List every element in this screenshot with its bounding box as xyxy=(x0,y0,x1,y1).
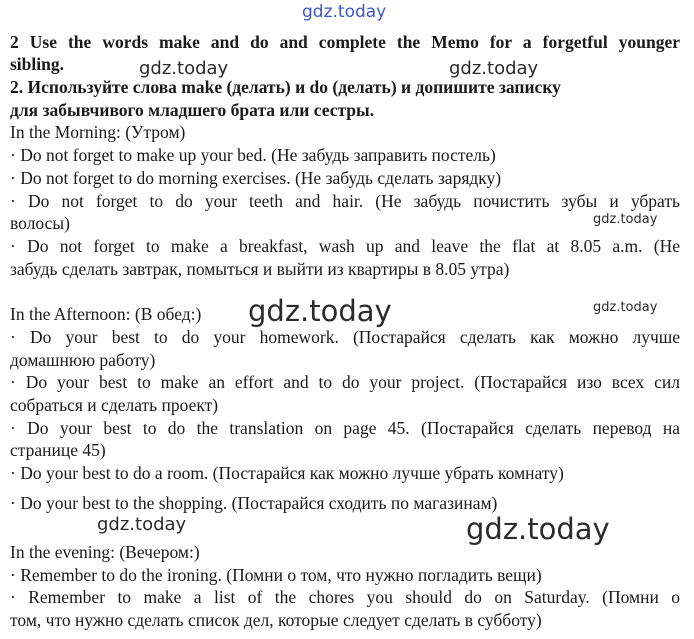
afternoon-item-cont: собраться и сделать проект) xyxy=(10,395,219,415)
afternoon-title: In the Afternoon: (В обед:) xyxy=(10,304,202,324)
morning-item: · Do not forget to do your teeth and hair. (Не забудь почистить зубы и убрать xyxy=(10,191,680,211)
afternoon-item-cont: домашнюю работу) xyxy=(10,350,156,370)
watermark: gdz.today xyxy=(248,294,392,328)
afternoon-item: · Do your best to do the translation on page 45. (Постарайся сделать перевод на xyxy=(10,418,680,438)
watermark: gdz.today xyxy=(466,512,610,546)
afternoon-item: · Do your best to make an effort and to do your project. (Постарайся изо всех сил xyxy=(10,372,680,392)
afternoon-item: · Do your best to do a room. (Постарайся как можно лучше убрать комнату) xyxy=(10,463,564,483)
heading-ru-line-1: 2. Используйте слова make (делать) и do (делать) и допишите записку xyxy=(10,77,561,97)
evening-item: · Remember to make a list of the chores you should do on Saturday. (Помни о xyxy=(10,587,680,607)
morning-title: In the Morning: (Утром) xyxy=(10,122,186,142)
watermark: gdz.today xyxy=(449,58,539,79)
evening-title: In the evening: (Вечером:) xyxy=(10,542,200,562)
watermark: gdz.today xyxy=(139,58,229,79)
evening-item-cont: том, что нужно сделать список дел, которые следует сделать в субботу) xyxy=(10,610,542,630)
watermark: gdz.today xyxy=(97,514,187,535)
heading-en-line-1: 2 Use the words make and do and complete the Memo for a forgetful younger xyxy=(10,32,680,52)
morning-item-cont: забудь сделать завтрак, помыться и выйти из квартиры в 8.05 утра) xyxy=(10,259,510,279)
morning-item: · Do not forget to make a breakfast, wash up and leave the flat at 8.05 a.m. (Не xyxy=(10,236,680,256)
morning-item: · Do not forget to make up your bed. (Не забудь заправить постель) xyxy=(10,145,496,165)
evening-item: · Remember to do the ironing. (Помни о том, что нужно погладить вещи) xyxy=(10,565,542,585)
watermark-top: gdz.today xyxy=(302,2,387,22)
afternoon-item-cont: странице 45) xyxy=(10,440,106,460)
watermark: gdz.today xyxy=(593,300,658,315)
morning-item: · Do not forget to do morning exercises. (Не забудь сделать зарядку) xyxy=(10,168,502,188)
heading-en-line-2: sibling. xyxy=(10,54,64,74)
afternoon-item: · Do your best to do your homework. (Постарайся сделать как можно лучше xyxy=(10,327,680,347)
heading-ru-line-2: для забывчивого младшего брата или сестры. xyxy=(10,100,375,120)
morning-item-cont: волосы) xyxy=(10,213,70,233)
watermark: gdz.today xyxy=(593,212,658,227)
afternoon-item: · Do your best to the shopping. (Постарайся сходить по магазинам) xyxy=(10,493,498,513)
